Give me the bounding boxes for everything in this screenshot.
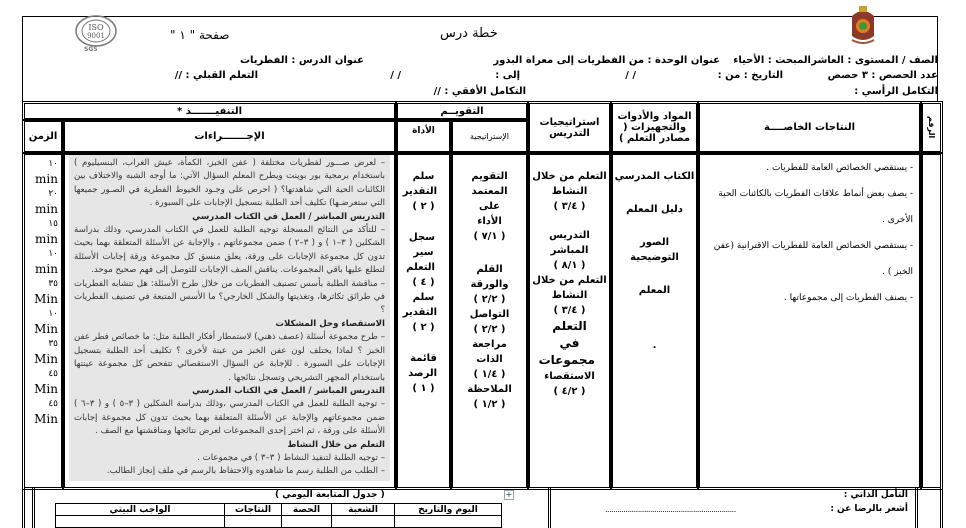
- follow-up-table: [55, 503, 502, 528]
- follow-cell[interactable]: [56, 516, 225, 528]
- eval-strategy-name: التواصل: [469, 309, 510, 320]
- follow-header: النتاجات: [225, 504, 282, 516]
- eval-strategies-column: [450, 152, 529, 490]
- header-eval-tool: الأداة: [395, 119, 452, 154]
- eval-strategy-name: التقويم المعتمد على الأداء: [471, 171, 508, 227]
- procedure-item: – مناقشة الطلبة بأسس تصنيف الفطريات من خلال طرح الأسئلة: هل تتشابه الفطريات في طرائق تكاثرها، وتغذيتها والشكل الخارجي؟ ما الأسس المتبعة في تصنيف الفطريات ؟: [74, 278, 385, 316]
- time-unit: Min: [34, 292, 58, 306]
- eval-strategy-name: مراجعة الذات: [472, 339, 507, 365]
- outcomes-column: [697, 152, 922, 490]
- time-unit: Min: [34, 352, 58, 366]
- follow-cell[interactable]: [225, 516, 282, 528]
- eval-tool-name: سلم التقدير: [402, 292, 437, 318]
- eval-strategy-name: الملاحظة: [467, 384, 512, 395]
- svg-text:SGS: SGS: [84, 46, 98, 52]
- procedure-item: – للتأكد من النتائج المسجلة توجيه الطلبة للعمل في الكتاب المدرسي، وذلك بدراسة الشكلين ( ٣–١ ) و ( ٣–٢ ) ضمن مجموعاتهم ، والإجابة عن الأسئلة المتعلقة بهما بحيث تدون كل مجموعة الإجابات على ورقة، يعلق منسق كل مجموعة ورقة إجابات الأسئلة لتطلع عليها باقي المجموعات. يناقش الصف الإجابات للتوصل إلى فهم صحيح موحد.: [74, 225, 385, 276]
- header-procedures: الإجـــــــراءات: [62, 119, 397, 154]
- time-unit: Min: [34, 382, 58, 396]
- header-materials: المواد والأدوات والتجهيزات ( مصادر التعلم ): [610, 101, 699, 154]
- material-item: الصور التوضيحية: [630, 237, 679, 263]
- vertical-integration-field: التكامل الرأسي :: [854, 86, 938, 97]
- time-value: ٢٠: [48, 189, 58, 199]
- reflection-label: التأمل الذاتي :: [843, 490, 908, 500]
- time-unit: min: [35, 202, 58, 216]
- procedure-heading: التدريس المباشر / العمل في الكتاب المدرسي: [192, 211, 385, 222]
- eval-tool-name: سجل سير التعلم: [406, 232, 435, 273]
- satisfied-label: أشعر بالرضا عن :: [830, 504, 908, 514]
- footer-divider: [32, 488, 35, 528]
- time-unit: min: [35, 262, 58, 276]
- grade-field: الصف / المستوى : العاشر: [811, 55, 938, 66]
- time-unit: min: [35, 172, 58, 186]
- eval-strategy-name: القلم والورقة: [470, 264, 509, 290]
- procedure-heading: التعلم من خلال النشاط: [287, 439, 385, 450]
- material-item: المعلم: [638, 285, 671, 296]
- time-value: ١٠: [48, 249, 58, 259]
- eval-tool-code: ( ١ ): [412, 383, 435, 394]
- svg-text:ISO: ISO: [88, 23, 104, 32]
- page-number: [170, 28, 229, 42]
- eval-tool-name: سلم التقدير: [402, 171, 437, 197]
- lesson-field: عنوان الدرس : الفطريات: [239, 55, 364, 66]
- page-label: صفحة: [198, 28, 230, 42]
- material-item: الكتاب المدرسي: [614, 171, 695, 182]
- procedure-item: – طرح مجموعة أسئلة (عصف ذهني) لاستمطار أفكار الطلبة مثل: ما خصائص فطر عفن الخبز ؟ لماذا يختلف لون عفن الخبز من عينة لأخرى ؟ تكليف أحد الطلبة بتسجيل الإجابات على السبورة . للإجابة عن السؤال الاستقصائي تتفحص كل مجموعة عينتها باستخدام المجهر التشريحي وتسجل نتائجها .: [74, 332, 385, 383]
- materials-column: [610, 152, 699, 490]
- follow-header: الحصة: [282, 504, 332, 516]
- iso-logo: [74, 14, 118, 52]
- procedures-column: [62, 152, 397, 490]
- header-number-label: الرقم: [927, 116, 936, 139]
- material-item: دليل المعلم: [626, 204, 683, 215]
- strategy-name: التعلم من خلال النشاط: [532, 171, 607, 197]
- follow-header: الشعبة: [332, 504, 395, 516]
- eval-strategy-code: ( ٢/٢ ): [473, 324, 506, 335]
- follow-cell[interactable]: [395, 516, 502, 528]
- subject-field: المبحث : الأحياء: [733, 55, 811, 66]
- eval-tool-code: ( ٢ ): [412, 201, 435, 212]
- follow-cell[interactable]: [282, 516, 332, 528]
- outcome-item: - يصف بعض أنماط علاقات الفطريات بالكائنات الحية الأخرى .: [718, 189, 913, 225]
- time-value: ٣٥: [48, 339, 58, 349]
- outcome-item: - يصنف الفطريات إلى مجموعاتها .: [783, 293, 913, 303]
- strategy-name: التدريس المباشر: [549, 230, 590, 256]
- satisfied-dots[interactable]: ................................................................: [605, 505, 736, 514]
- procedure-item: – توجيه الطلبة للعمل في الكتاب المدرسي ،وذلك بدراسة الشكلين ( ٣–٥ ) و ( ٣–٦ ) ضمن مجموعاتهم والإجابة عن الأسئلة المتعلقة بهما بحيث تدون كل مجموعة إجابات الأسئلة على ورقة ، ثم اختر إحدى المجموعات لعرض نتائجها ومناقشتها مع الصف .: [74, 399, 385, 437]
- eval-strategy-code: ( ١/٤ ): [473, 369, 506, 380]
- header-time: الزمن: [22, 119, 64, 154]
- follow-header: اليوم والتاريخ: [395, 504, 502, 516]
- table-move-handle[interactable]: +: [505, 490, 513, 499]
- follow-table-title: ( جدول المتابعة اليومي ): [275, 490, 385, 500]
- procedure-heading: التدريس المباشر / العمل في الكتاب المدرسي: [192, 385, 385, 396]
- eval-tools-column: [395, 152, 452, 490]
- strategy-name: التعلم في مجموعات: [538, 319, 595, 367]
- strategies-column: [527, 152, 612, 490]
- date-to-value: / /: [390, 70, 401, 81]
- time-unit: Min: [34, 412, 58, 426]
- time-value: ٤٥: [48, 369, 58, 379]
- svg-text:9001: 9001: [87, 32, 105, 40]
- material-item: .: [652, 340, 657, 351]
- time-value: ٤٥: [48, 399, 58, 409]
- emblem-logo: [848, 4, 878, 46]
- horizontal-integration-field: التكامل الأفقي : //: [433, 86, 526, 97]
- date-from-field: التاريخ : من :: [717, 70, 783, 81]
- time-column: [22, 152, 64, 490]
- footer-divider: [548, 488, 551, 528]
- header-eval-strategy: الإستراتيجية: [450, 119, 529, 154]
- procedure-item: – توجيه الطلبة لتنفيذ النشاط ( ٣–٣ ) في مجموعات .: [197, 452, 385, 463]
- unit-field: عنوان الوحدة : من الفطريات إلى معراة البذور: [493, 55, 720, 66]
- time-value: ١٠: [48, 159, 58, 169]
- header-outcomes: النتاجات الخاصــــة: [697, 101, 922, 154]
- eval-tool-code: ( ٢ ): [412, 322, 435, 333]
- page-number-value: " ١ ": [170, 28, 196, 42]
- time-value: ٣٥: [48, 279, 58, 289]
- header-number: [920, 101, 943, 154]
- number-column: [920, 152, 943, 490]
- procedure-item: – الطلب من الطلبة رسم ما شاهدوه والاحتفاظ بالرسم في ملف إنجاز الطالب.: [106, 466, 385, 477]
- header-strategies: استراتيجيات التدريس: [527, 101, 612, 154]
- time-value: ١٠: [48, 309, 58, 319]
- procedures-text: [69, 155, 390, 481]
- outcome-item: - يستقصي الخصائص العامة للفطريات .: [766, 163, 913, 173]
- strategy-code: ( ٣/٤ ): [553, 201, 586, 212]
- procedure-heading: الاستقصاء وحل المشكلات: [275, 318, 385, 329]
- strategy-code: ( ٣/٤ ): [553, 305, 586, 316]
- eval-tool-name: قائمة الرصد: [408, 353, 437, 379]
- follow-header: الواجب البيتي: [56, 504, 225, 516]
- follow-cell[interactable]: [332, 516, 395, 528]
- footer-divider: [915, 488, 918, 528]
- strategy-name: الاستقصاء: [544, 371, 595, 382]
- date-to-field: إلى :: [495, 70, 520, 81]
- time-unit: min: [35, 232, 58, 246]
- eval-strategy-code: ( ٢/٢ ): [473, 294, 506, 305]
- date-from-value: / /: [625, 70, 636, 81]
- eval-strategy-code: ( ١/٢ ): [473, 399, 506, 410]
- eval-strategy-code: ( ٧/١ ): [473, 231, 506, 242]
- header-execution: التنفيـــــــذ *: [22, 101, 397, 121]
- strategy-name: التعلم من خلال النشاط: [532, 275, 607, 301]
- time-unit: Min: [34, 322, 58, 336]
- strategy-code: ( ٤/٢ ): [553, 386, 586, 397]
- prior-learning-field: التعلم القبلي : //: [174, 70, 258, 81]
- periods-field: عدد الحصص : ٣ حصص: [827, 70, 938, 81]
- eval-tool-code: ( ٤ ): [412, 277, 435, 288]
- header-evaluation: التقويــم: [395, 101, 529, 121]
- procedure-item: – لعرض صـــور لفطريات مختلفة ( عفن الخبز، الكمأة، عيش الغراب، البنسيليوم ) باستخدام برمجية بور بوينت ويطرح المعلم السؤال الآتي: ما أوجه الشبه والاختلاف بين الكائنات الحية التي شاهدتها؟ ( احرص على وجـود الخيوط الفطرية في الصـور جميعها التي ستعرضـها) تكليف أحد الطلبة بتسجيل الإجابات على السبورة .: [74, 158, 385, 209]
- outcome-item: - يستقصي الخصائص العامة للفطريات الاقترانية (عفن الخبز ) .: [713, 241, 913, 277]
- page-title: خطة درس: [440, 26, 498, 41]
- strategy-code: ( ٨/١ ): [553, 260, 586, 271]
- time-value: ١٥: [48, 219, 58, 229]
